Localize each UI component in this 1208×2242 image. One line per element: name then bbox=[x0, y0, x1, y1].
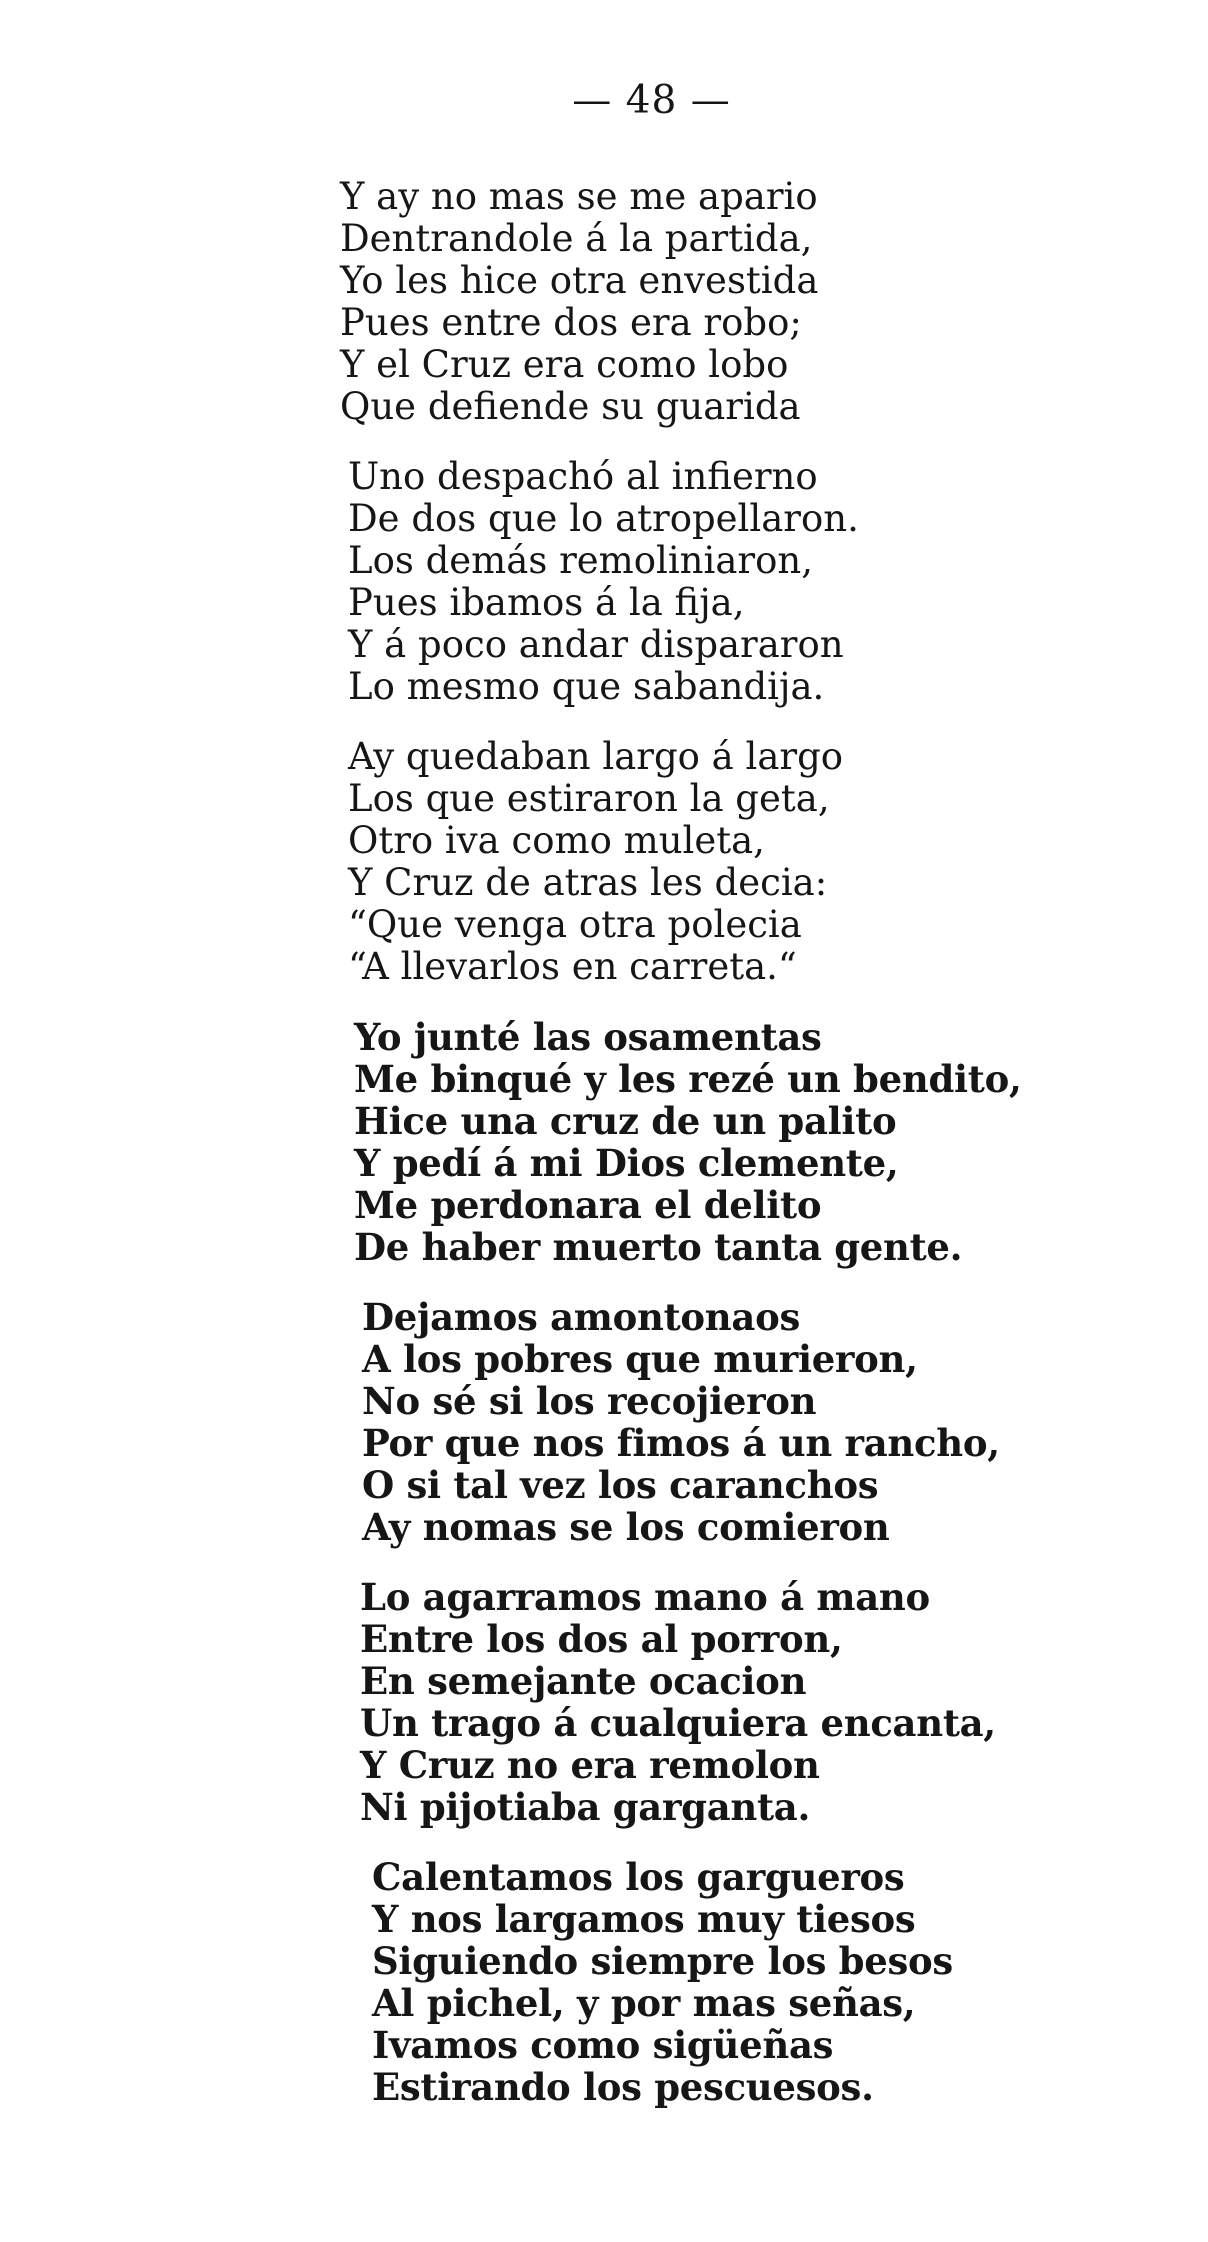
verse-line: Hice una cruz de un palito bbox=[354, 1099, 897, 1143]
verse-line: Y á poco andar dispararon bbox=[348, 623, 844, 666]
verse-line: Un trago á cualquiera encanta, bbox=[360, 1701, 996, 1745]
verse-line: “A llevarlos en carreta.“ bbox=[348, 945, 797, 988]
verse-line: Y nos largamos muy tiesos bbox=[372, 1897, 916, 1941]
stanza-2 bbox=[348, 456, 1120, 708]
verse-line: Calentamos los gargueros bbox=[372, 1855, 905, 1899]
verse-line: O si tal vez los caranchos bbox=[362, 1463, 879, 1507]
verse-line: Y Cruz de atras les decia: bbox=[348, 861, 828, 904]
verse-line: Dentrandole á la partida, bbox=[340, 217, 813, 260]
verse-line: A los pobres que murieron, bbox=[362, 1337, 918, 1381]
verse-line: Pues entre dos era robo; bbox=[340, 301, 802, 344]
verse-line: Ivamos como sigüeñas bbox=[372, 2023, 834, 2067]
verse-line: Ni pijotiaba garganta. bbox=[360, 1785, 811, 1829]
verse-line: Estirando los pescuesos. bbox=[372, 2065, 874, 2109]
verse-line: Yo junté las osamentas bbox=[354, 1015, 822, 1059]
stanza-4 bbox=[354, 1016, 1120, 1268]
stanza-6 bbox=[360, 1576, 1120, 1828]
verse-line: En semejante ocacion bbox=[360, 1659, 807, 1703]
verse-line: Uno despachó al infierno bbox=[348, 455, 818, 498]
verse-line: Entre los dos al porron, bbox=[360, 1617, 843, 1661]
verse-line: De dos que lo atropellaron. bbox=[348, 497, 859, 540]
stanza-5 bbox=[362, 1296, 1120, 1548]
verse-line: Dejamos amontonaos bbox=[362, 1295, 800, 1339]
verse-line: Ay nomas se los comieron bbox=[362, 1505, 890, 1549]
verse-line: Pues ibamos á la fija, bbox=[348, 581, 745, 624]
verse-line: De haber muerto tanta gente. bbox=[354, 1225, 963, 1269]
verse-line: “Que venga otra polecia bbox=[348, 903, 802, 946]
verse-line: Me perdonara el delito bbox=[354, 1183, 822, 1227]
stanza-7 bbox=[372, 1856, 1120, 2108]
verse-line: Ay quedaban largo á largo bbox=[348, 735, 844, 778]
verse-line: Me binqué y les rezé un bendito, bbox=[354, 1057, 1022, 1101]
verse-line: Al pichel, y por mas señas, bbox=[372, 1981, 916, 2025]
verse-line: Lo mesmo que sabandija. bbox=[348, 665, 825, 708]
page-number: — 48 — bbox=[572, 78, 731, 123]
poem bbox=[340, 176, 1120, 2136]
verse-line: Los demás remoliniaron, bbox=[348, 539, 813, 582]
verse-line: Y el Cruz era como lobo bbox=[340, 343, 789, 386]
stanza-1 bbox=[340, 176, 1120, 428]
verse-line: Lo agarramos mano á mano bbox=[360, 1575, 930, 1619]
verse-line: Yo les hice otra envestida bbox=[340, 259, 819, 302]
verse-line: Y pedí á mi Dios clemente, bbox=[354, 1141, 899, 1185]
verse-line: Otro iva como muleta, bbox=[348, 819, 765, 862]
verse-line: No sé si los recojieron bbox=[362, 1379, 817, 1423]
verse-line: Siguiendo siempre los besos bbox=[372, 1939, 953, 1983]
verse-line: Los que estiraron la geta, bbox=[348, 777, 830, 820]
verse-line: Y ay no mas se me apario bbox=[340, 175, 818, 218]
stanza-3 bbox=[348, 736, 1120, 988]
verse-line: Por que nos fimos á un rancho, bbox=[362, 1421, 1000, 1465]
verse-line: Que defiende su guarida bbox=[340, 385, 801, 428]
verse-line: Y Cruz no era remolon bbox=[360, 1743, 820, 1787]
